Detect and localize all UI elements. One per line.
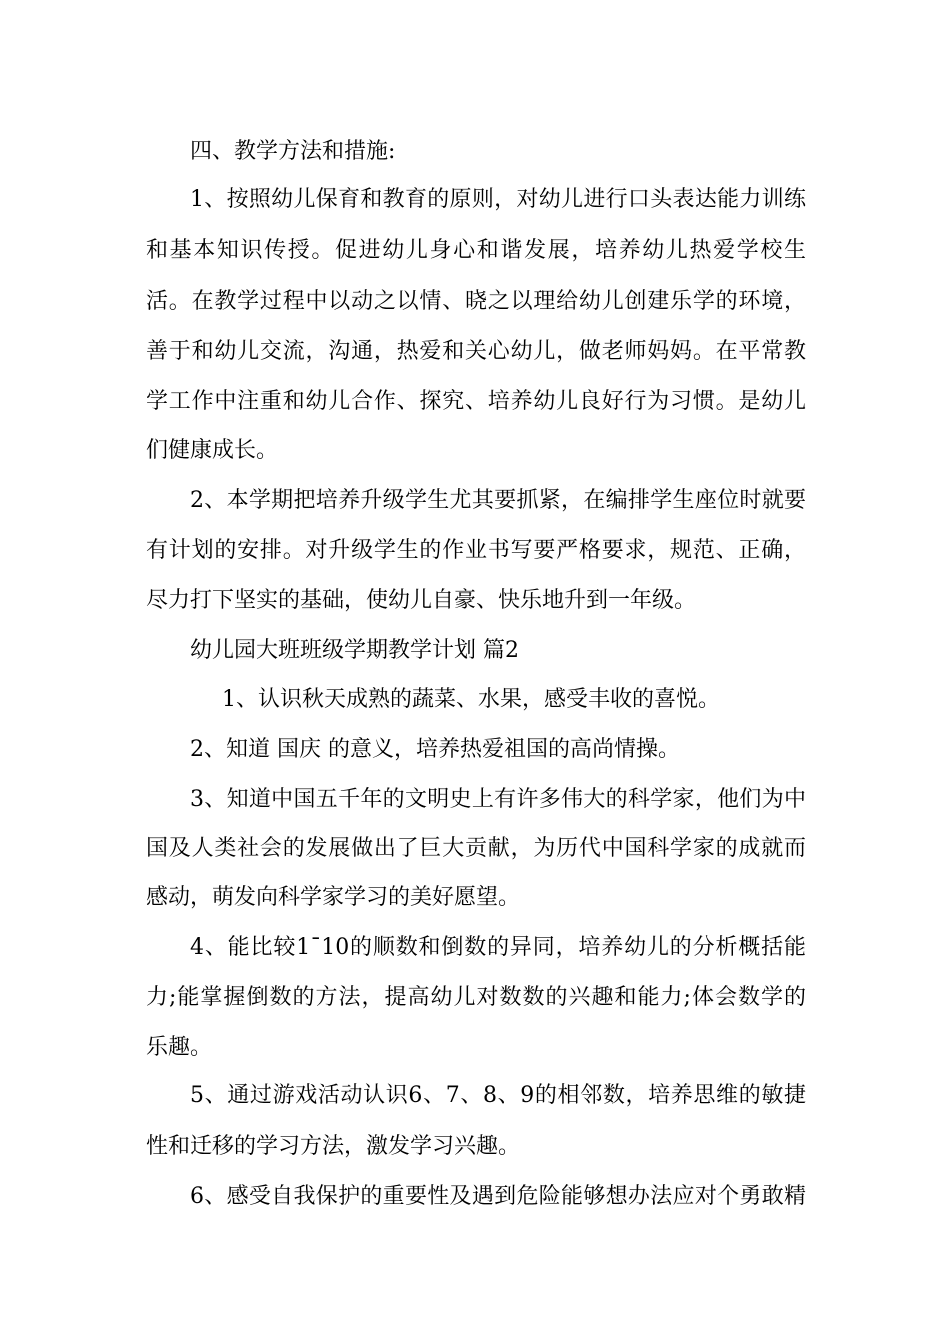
paragraph-line: 2、本学期把培养升级学生尤其要抓紧，在编排学生座位时就要 (190, 488, 806, 513)
paragraph-line: 和基本知识传授。促进幼儿身心和谐发展，培养幼儿热爱学校生 (146, 238, 806, 263)
paragraph-line: 活。在教学过程中以动之以情、晓之以理给幼儿创建乐学的环境， (146, 289, 806, 314)
paragraph-line: 善于和幼儿交流，沟通，热爱和关心幼儿，做老师妈妈。在平常教 (146, 339, 806, 364)
list-item: 4、能比较1¯10的顺数和倒数的异同，培养幼儿的分析概括能 (190, 935, 806, 960)
paragraph-line: 性和迁移的学习方法，激发学习兴趣。 (146, 1134, 521, 1159)
list-item: 2、知道 国庆 的意义，培养热爱祖国的高尚情操。 (190, 737, 680, 762)
list-item: 6、感受自我保护的重要性及遇到危险能够想办法应对个勇敢精 (190, 1184, 806, 1209)
list-item: 3、知道中国五千年的文明史上有许多伟大的科学家，他们为中 (190, 787, 806, 812)
list-item: 5、通过游戏活动认识6、7、8、9的相邻数，培养思维的敏捷 (190, 1083, 806, 1108)
paragraph-line: 感动，萌发向科学家学习的美好愿望。 (146, 885, 521, 910)
section-heading-methods: 四、教学方法和措施: (190, 139, 396, 164)
paragraph-line: 1、按照幼儿保育和教育的原则，对幼儿进行口头表达能力训练 (190, 187, 806, 212)
paragraph-line: 学工作中注重和幼儿合作、探究、培养幼儿良好行为习惯。是幼儿 (146, 389, 806, 414)
paragraph-line: 乐趣。 (146, 1035, 213, 1060)
paragraph-line: 们健康成长。 (146, 438, 279, 463)
section-title-part2: 幼儿园大班班级学期教学计划 篇2 (190, 638, 519, 663)
paragraph-line: 国及人类社会的发展做出了巨大贡献，为历代中国科学家的成就而 (146, 836, 806, 861)
list-item: 1、认识秋天成熟的蔬菜、水果，感受丰收的喜悦。 (222, 687, 720, 712)
paragraph-line: 有计划的安排。对升级学生的作业书写要严格要求，规范、正确， (146, 538, 806, 563)
paragraph-line: 尽力打下坚实的基础，使幼儿自豪、快乐地升到一年级。 (146, 588, 697, 613)
paragraph-line: 力;能掌握倒数的方法，提高幼儿对数数的兴趣和能力;体会数学的 (146, 985, 806, 1010)
